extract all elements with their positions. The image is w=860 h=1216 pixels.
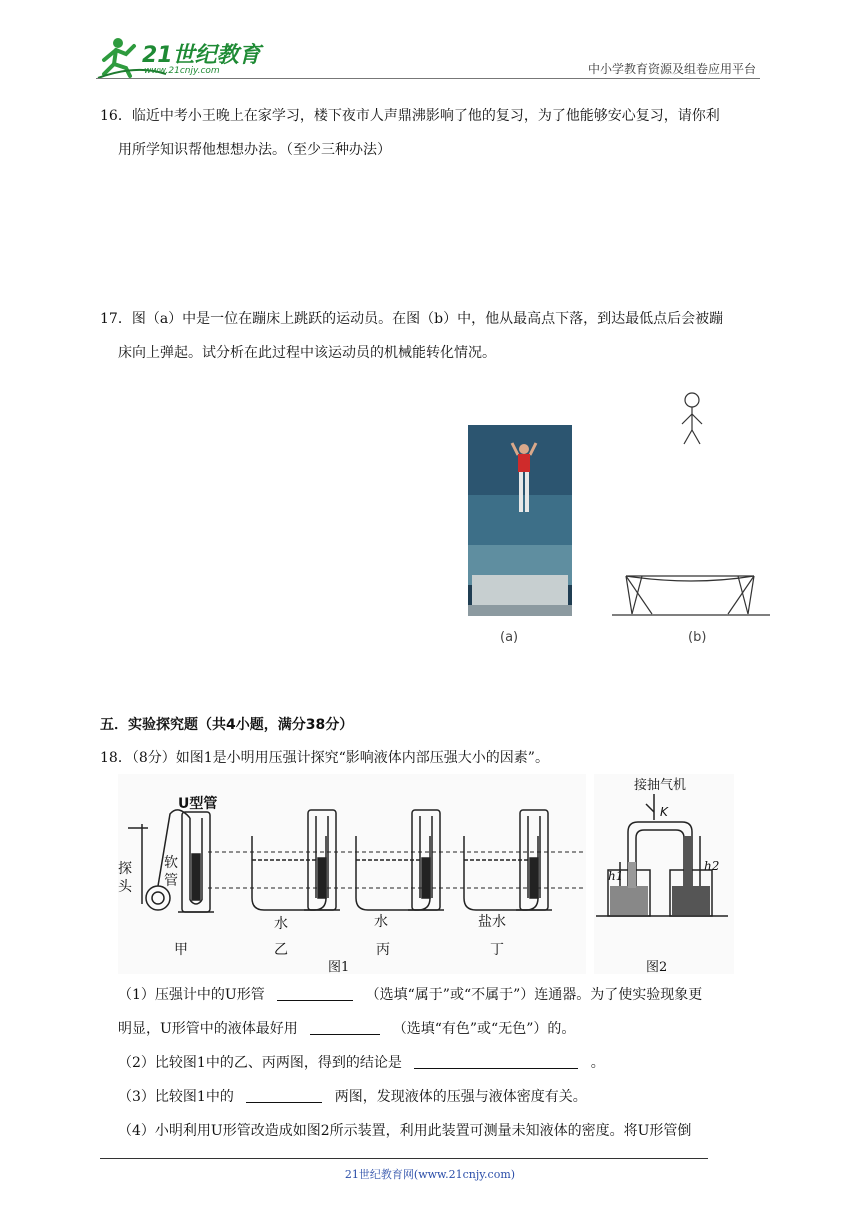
h1-label: h1 (608, 869, 624, 883)
q18-s3-text-b: 两图，发现液体的压强与液体密度有关。 (334, 1089, 587, 1105)
label-bing: 丙 (376, 942, 390, 958)
q18-sub1-line2 (118, 1019, 575, 1039)
q18-intro: 18．（8分）如图1是小明用压强计探究“影响液体内部压强大小的因素”。 (100, 750, 549, 766)
answer-blank-4[interactable] (246, 1088, 322, 1103)
pump-label: 接抽气机 (634, 778, 687, 793)
trampoline-photo (468, 425, 572, 616)
label-yi: 乙 (274, 942, 288, 958)
header-divider (96, 78, 760, 79)
label-jia: 甲 (174, 942, 188, 958)
figure-2-density-device (594, 774, 734, 974)
q18-s2-text-b: 。 (590, 1055, 605, 1071)
q18-sub2 (118, 1053, 605, 1073)
answer-blank-2[interactable] (310, 1020, 380, 1035)
figure-1-pressure-gauge (118, 774, 586, 974)
figure-b-caption: (b) (688, 630, 707, 645)
logo-url: www.21cnjy.com (144, 66, 220, 76)
probe-label: 探头 (118, 861, 132, 895)
header-platform-text: 中小学教育资源及组卷应用平台 (587, 62, 756, 76)
q16-line2: 用所学知识帮他想想办法。（至少三种办法） (118, 142, 391, 158)
valve-label: K (660, 805, 668, 819)
u-tube-label: U型管 (178, 796, 218, 812)
q18-s1-text-b: （选填“属于”或“不属于”）连通器。为了使实验现象更 (365, 987, 703, 1003)
figure-a-caption: (a) (500, 630, 519, 645)
answer-blank-1[interactable] (277, 986, 353, 1001)
trampoline-diagram (612, 390, 772, 620)
q17-line2: 床向上弹起。试分析在此过程中该运动员的机械能转化情况。 (118, 345, 496, 361)
hose-label: 软管 (164, 855, 178, 889)
q18-s1-text-a: （1）压强计中的U形管 (118, 987, 265, 1003)
logo-text: 21世纪教育 (142, 43, 261, 68)
q18-sub4: （4）小明利用U形管改造成如图2所示装置，利用此装置可测量未知液体的密度。将U形管倒 (118, 1123, 692, 1139)
label-ding: 丁 (490, 942, 504, 958)
site-logo (96, 34, 266, 80)
q17-line1: 17．图（a）中是一位在蹦床上跳跃的运动员。在图（b）中，他从最高点下落，到达最低点后会被蹦 (100, 311, 724, 327)
figure-2-caption: 图2 (646, 960, 668, 975)
answer-blank-3[interactable] (414, 1054, 578, 1069)
saltwater-label: 盐水 (478, 914, 506, 930)
q18-s1-text-c: 明显，U形管中的液体最好用 (118, 1021, 298, 1037)
q16-line1: 16．临近中考小王晚上在家学习，楼下夜市人声鼎沸影响了他的复习，为了他能够安心复习，请你利 (100, 108, 720, 124)
q18-sub3 (118, 1087, 587, 1107)
h2-label: h2 (704, 859, 720, 873)
q18-s1-text-d: （选填“有色”或“无色”）的。 (392, 1021, 576, 1037)
footer-text: 21世纪教育网(www.21cnjy.com) (344, 1168, 516, 1181)
q18-sub1-line1 (118, 985, 702, 1005)
water-label-bing: 水 (374, 914, 388, 930)
q18-s3-text-a: （3）比较图1中的 (118, 1089, 234, 1105)
q18-s2-text-a: （2）比较图1中的乙、丙两图，得到的结论是 (118, 1055, 402, 1071)
section-title: 五．实验探究题（共4小题，满分38分） (100, 717, 354, 733)
footer-divider (100, 1158, 708, 1159)
figure-1-caption: 图1 (328, 960, 350, 975)
water-label-yi: 水 (274, 916, 288, 932)
